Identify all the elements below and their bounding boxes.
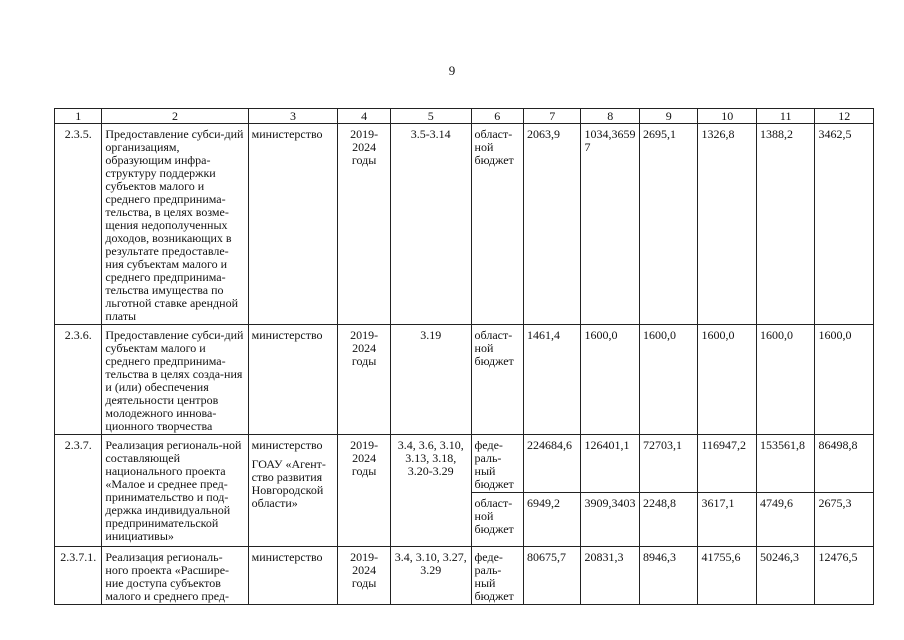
funding-source: феде-раль-ный бюджет [471,547,523,605]
funding-source: област-ной бюджет [471,325,523,435]
table-row [55,325,874,435]
row-number: 2.3.7.1. [55,547,102,605]
header-cell: 7 [523,109,580,124]
activity-name: Предоставление субси-дий организациям, образующим инфра-структуру поддержки субъектов малого и среднего предпринима-тельства, в целях возме-щения недополученных доходов, возникающих в результате предоставле-ния субъектам малого и среднего предпринима-тельства имущества по льготной ставке арендной платы [102,124,248,325]
table-row [55,547,874,605]
value-cell: 1461,4 [523,325,580,435]
period: 2019-2024 годы [338,547,390,605]
executor: министерство [251,438,323,452]
indicators: 3.4, 3.6, 3.10, 3.13, 3.18, 3.20-3.29 [390,435,471,547]
value-cell: 72703,1 [639,435,698,493]
header-cell: 4 [338,109,390,124]
header-cell: 2 [102,109,248,124]
period: 2019-2024 годы [338,435,390,547]
value-cell: 20831,3 [581,547,640,605]
indicators: 3.5-3.14 [390,124,471,325]
period: 2019-2024 годы [338,124,390,325]
value-cell: 1388,2 [756,124,815,325]
table-row [55,435,874,493]
header-cell: 5 [390,109,471,124]
period: 2019-2024 годы [338,325,390,435]
value-cell: 1600,0 [581,325,640,435]
executor-cell [248,435,338,547]
value-cell: 1600,0 [639,325,698,435]
header-cell: 10 [698,109,757,124]
executor: министерство [248,325,338,435]
funding-source: област-ной бюджет [471,493,523,547]
executor: министерство [248,124,338,325]
header-cell: 3 [248,109,338,124]
indicators: 3.19 [390,325,471,435]
value-cell: 4749,6 [756,493,815,547]
value-cell: 12476,5 [815,547,874,605]
value-cell: 3909,3403 [581,493,640,547]
value-cell: 2063,9 [523,124,580,325]
funding-source: област-ной бюджет [471,124,523,325]
budget-table [54,108,874,605]
row-number: 2.3.5. [55,124,102,325]
activity-name: Предоставление субси-дий субъектам малого и среднего предпринима-тельства в целях созда-ния и (или) обеспечения деятельности центров молодежного иннова-ционного творчества [102,325,248,435]
header-row [55,109,874,124]
value-cell: 1600,0 [756,325,815,435]
funding-source: феде-раль-ный бюджет [471,435,523,493]
value-cell: 3617,1 [698,493,757,547]
value-cell: 126401,1 [581,435,640,493]
value-cell: 3462,5 [815,124,874,325]
header-cell: 8 [581,109,640,124]
header-cell: 6 [471,109,523,124]
row-number: 2.3.7. [55,435,102,547]
activity-name: Реализация региональ-ной составляющей национального проекта «Малое и среднее пред-принимательство и под-держка индивидуальной предпринимательской инициативы» [102,435,248,547]
header-cell: 9 [639,109,698,124]
executor: министерство [248,547,338,605]
page-number: 9 [448,63,456,78]
value-cell: 6949,2 [523,493,580,547]
value-cell: 1326,8 [698,124,757,325]
header-cell: 1 [55,109,102,124]
indicators: 3.4, 3.10, 3.27, 3.29 [390,547,471,605]
value-cell: 1034,36597 [581,124,640,325]
value-cell: 86498,8 [815,435,874,493]
executor-secondary: ГОАУ «Агент-ство развития Новгородской области» [251,457,326,510]
value-cell: 1600,0 [698,325,757,435]
value-cell: 1600,0 [815,325,874,435]
row-number: 2.3.6. [55,325,102,435]
value-cell: 50246,3 [756,547,815,605]
header-cell: 12 [815,109,874,124]
header-cell: 11 [756,109,815,124]
value-cell: 8946,3 [639,547,698,605]
value-cell: 80675,7 [523,547,580,605]
value-cell: 116947,2 [698,435,757,493]
value-cell: 224684,6 [523,435,580,493]
value-cell: 2248,8 [639,493,698,547]
value-cell: 2695,1 [639,124,698,325]
table-row [55,124,874,325]
value-cell: 41755,6 [698,547,757,605]
value-cell: 153561,8 [756,435,815,493]
value-cell: 2675,3 [815,493,874,547]
activity-name: Реализация региональ-ного проекта «Расшире-ние доступа субъектов малого и среднего пред- [102,547,248,605]
